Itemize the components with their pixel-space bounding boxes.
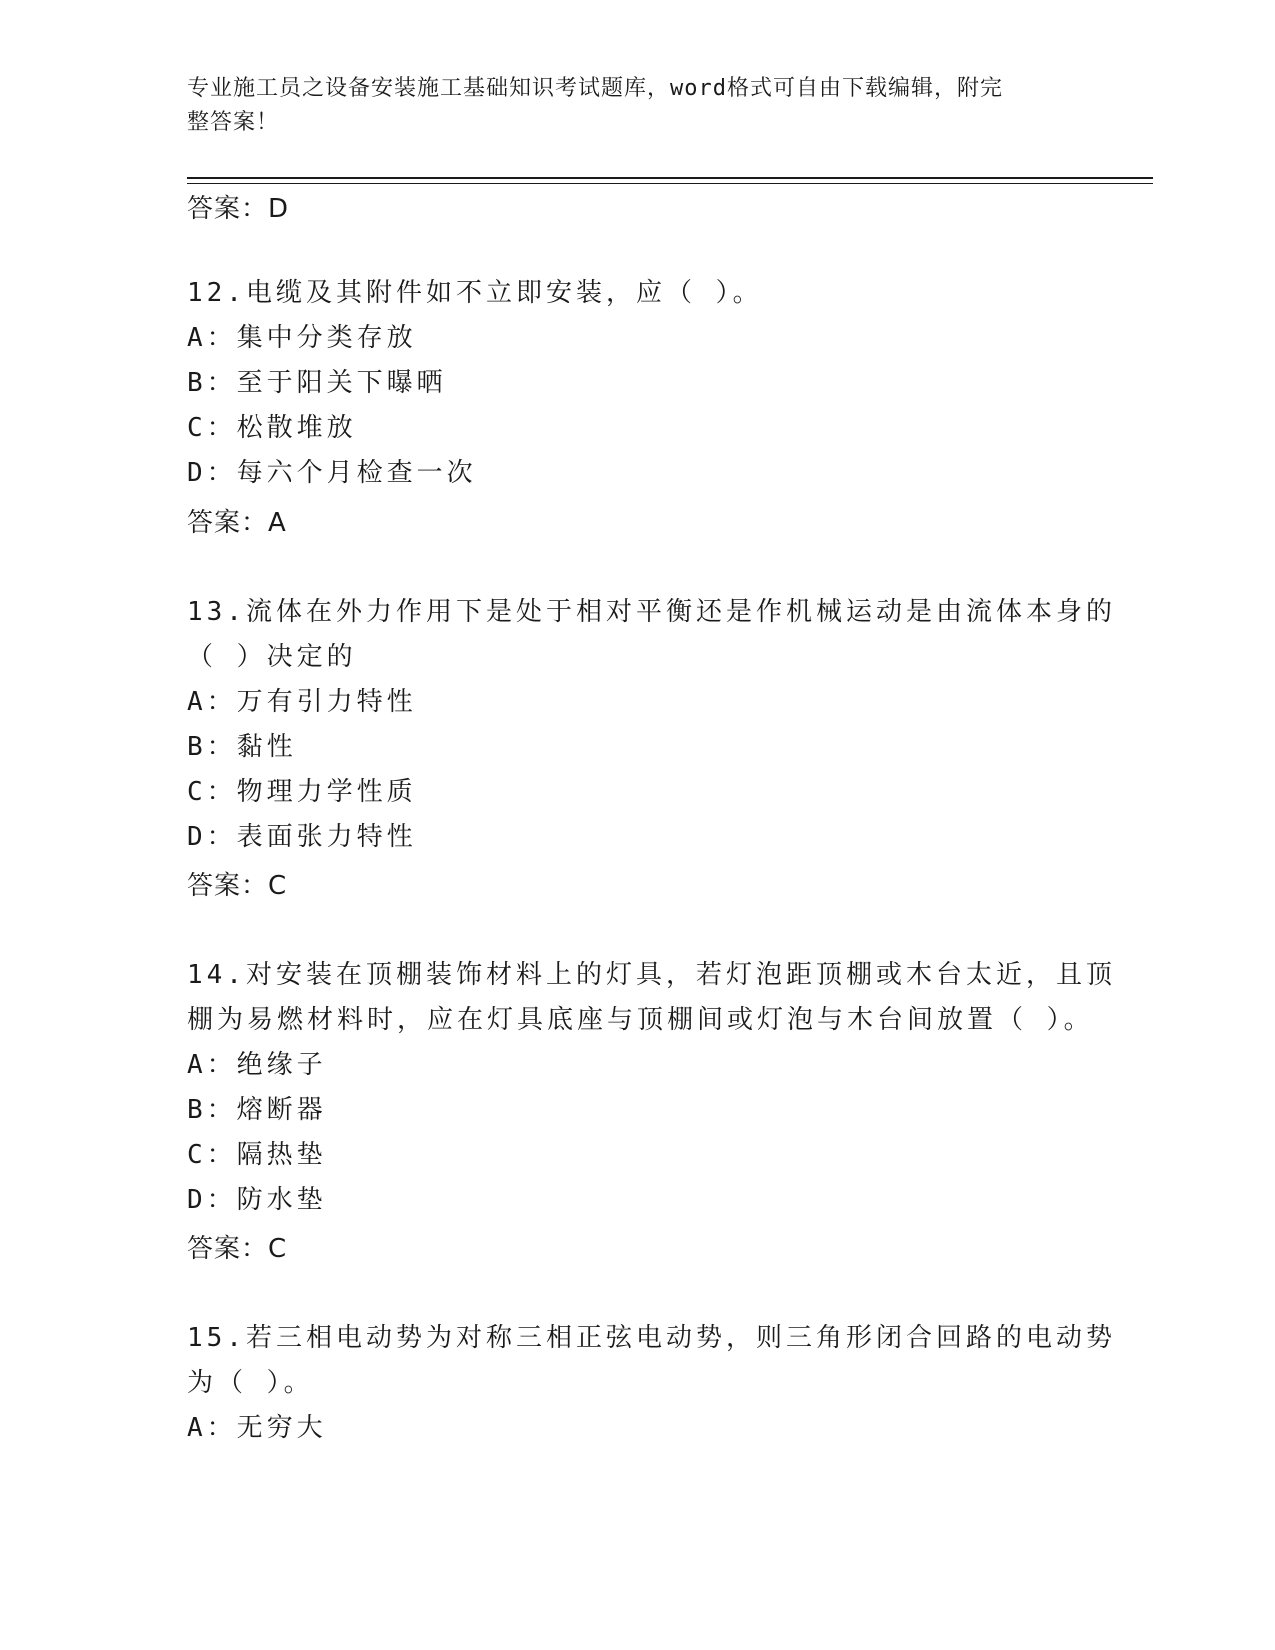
header-divider-thin (187, 183, 1153, 184)
header-divider-thick (187, 177, 1153, 179)
previous-answer: 答案：D (187, 194, 290, 224)
option-d: D：防水垫 (187, 1185, 327, 1215)
option-b: B：至于阳关下曝晒 (187, 368, 447, 398)
question-stem: 12.电缆及其附件如不立即安装，应（ ）。 (187, 278, 763, 308)
option-d: D：每六个月检查一次 (187, 458, 477, 488)
question-stem-cont: 为（ ）。 (187, 1368, 314, 1398)
option-c: C：物理力学性质 (187, 777, 417, 807)
answer-13: 答案：C (187, 871, 288, 901)
option-a: A：无穷大 (187, 1413, 327, 1443)
option-b: B：黏性 (187, 732, 297, 762)
option-a: A：集中分类存放 (187, 323, 417, 353)
question-stem-cont: （ ）决定的 (187, 642, 357, 672)
question-stem: 14.对安装在顶棚装饰材料上的灯具，若灯泡距顶棚或木台太近，且顶 (187, 960, 1116, 990)
question-12 (187, 271, 1087, 496)
option-a: A：万有引力特性 (187, 687, 417, 717)
question-15 (187, 1316, 1116, 1451)
question-14 (187, 953, 1116, 1223)
option-c: C：松散堆放 (187, 413, 357, 443)
question-stem: 15.若三相电动势为对称三相正弦电动势，则三角形闭合回路的电动势 (187, 1323, 1116, 1353)
question-stem-cont: 棚为易燃材料时，应在灯具底座与顶棚间或灯泡与木台间放置（ ）。 (187, 1005, 1094, 1035)
option-c: C：隔热垫 (187, 1140, 327, 1170)
question-13 (187, 590, 1116, 860)
header-line-1: 专业施工员之设备安装施工基础知识考试题库，word格式可自由下载编辑，附完 (187, 76, 1003, 101)
option-b: B：熔断器 (187, 1095, 327, 1125)
answer-14: 答案：C (187, 1234, 288, 1264)
header-line-2: 整答案！ (187, 110, 280, 135)
answer-12: 答案：A (187, 508, 287, 538)
question-stem: 13.流体在外力作用下是处于相对平衡还是作机械运动是由流体本身的 (187, 597, 1116, 627)
document-header (187, 72, 1067, 140)
option-d: D：表面张力特性 (187, 822, 417, 852)
option-a: A：绝缘子 (187, 1050, 327, 1080)
